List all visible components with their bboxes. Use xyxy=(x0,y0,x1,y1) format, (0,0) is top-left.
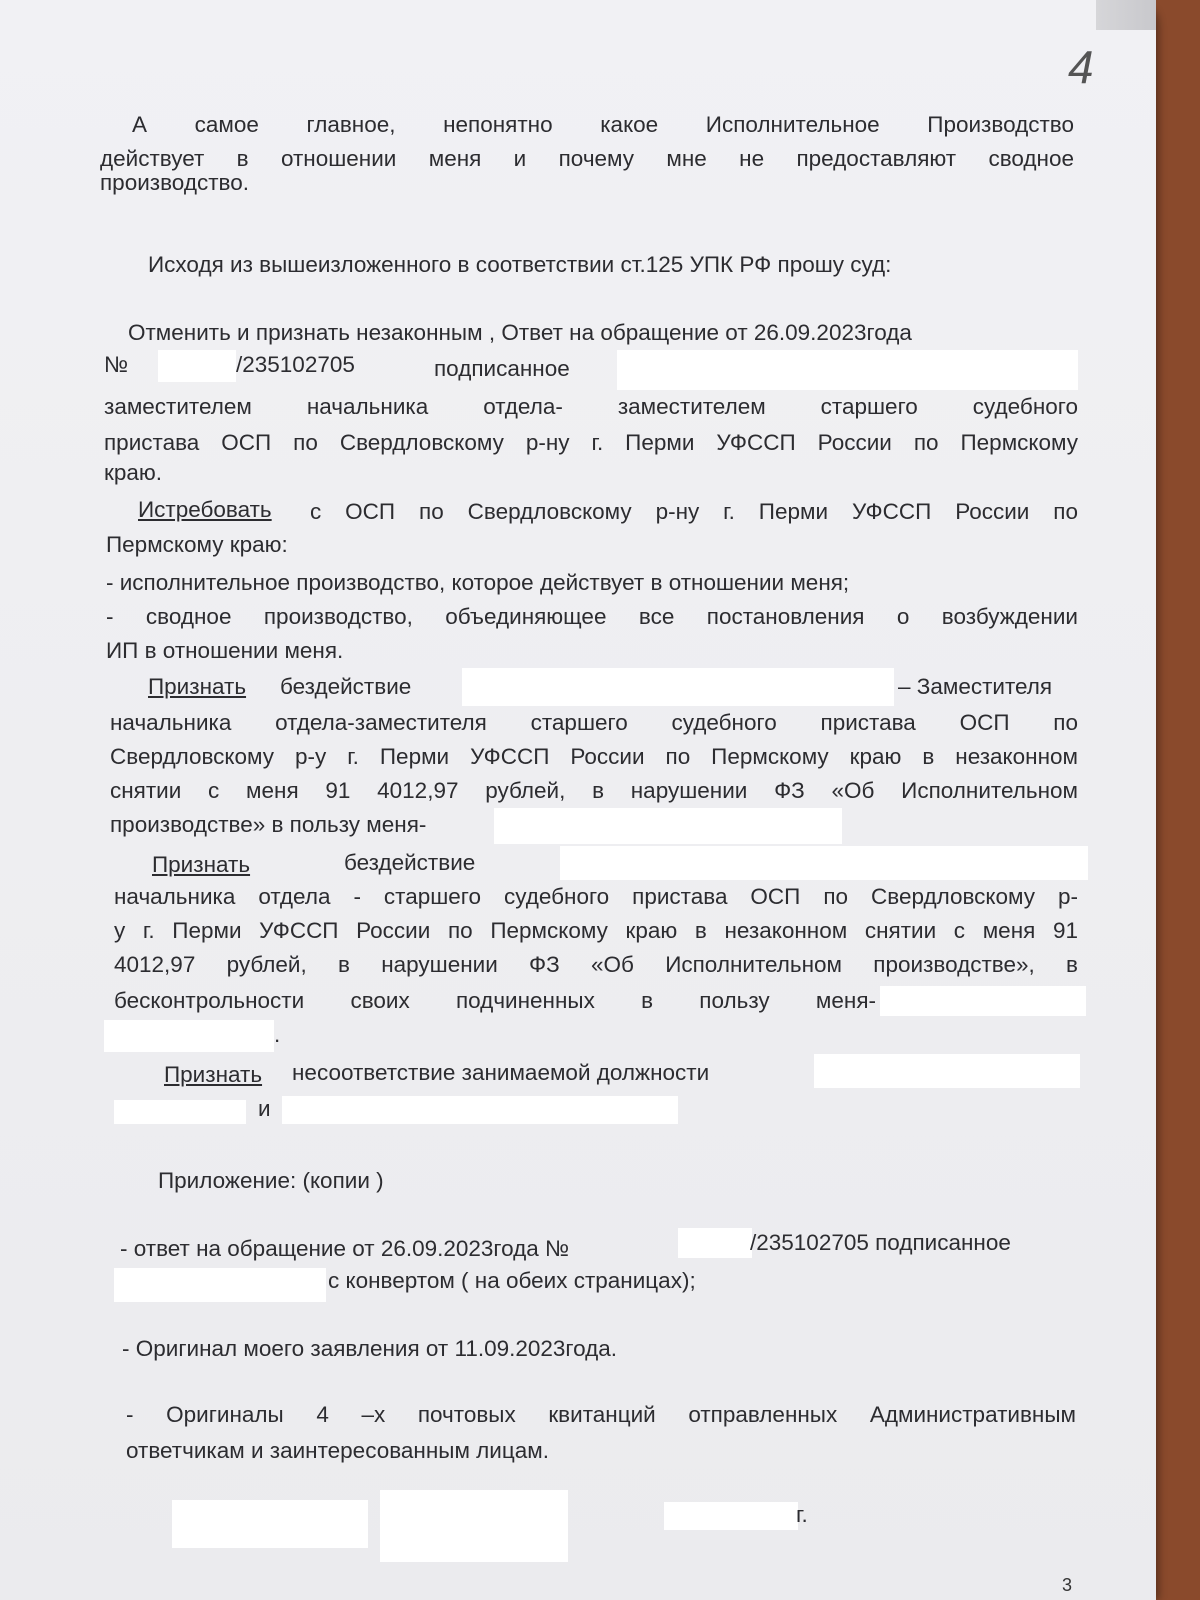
redaction-box xyxy=(617,350,1078,390)
signature-redaction xyxy=(380,1490,568,1562)
redaction-box xyxy=(114,1100,246,1124)
conjunction-and: и xyxy=(258,1096,271,1121)
signed-by-label: подписанное xyxy=(434,356,570,381)
paragraph-6-line-6: . xyxy=(274,1022,281,1047)
attachment-2: - Оригинал моего заявления от 11.09.2023года. xyxy=(122,1336,618,1361)
paragraph-3-line-3: заместителем начальника отдела- заместителем старшего судебного xyxy=(104,394,1078,419)
redaction-box xyxy=(462,668,894,706)
redaction-box xyxy=(104,1020,274,1052)
attachment-1-reference: /235102705 подписанное xyxy=(750,1230,1011,1255)
redaction-box xyxy=(494,808,842,844)
inaction-label: бездействие xyxy=(344,850,476,875)
attachments-title: Приложение: (копии ) xyxy=(158,1168,384,1193)
paragraph-5-line-2: начальника отдела-заместителя старшего судебного пристава ОСП по xyxy=(110,710,1078,735)
list-item-1: - исполнительное производство, которое действует в отношении меня; xyxy=(106,570,850,595)
redaction-box xyxy=(114,1268,326,1302)
paragraph-4-line-1: с ОСП по Свердловскому р-ну г. Перми УФССП России по xyxy=(310,499,1078,524)
paragraph-5-line-5: производстве» в пользу меня- xyxy=(110,812,427,837)
deputy-label: – Заместителя xyxy=(898,674,1053,699)
signature-redaction xyxy=(172,1500,368,1548)
recognize-keyword: Признать xyxy=(164,1062,263,1087)
redaction-box xyxy=(158,350,236,382)
paragraph-1-line-2: действует в отношении меня и почему мне не предоставляют сводное xyxy=(100,146,1074,171)
redaction-box xyxy=(678,1228,752,1258)
reference-number: /235102705 xyxy=(236,352,355,377)
attachment-3-line-2: ответчикам и заинтересованным лицам. xyxy=(126,1438,549,1463)
request-intro: Исходя из вышеизложенного в соответствии ст.125 УПК РФ прошу суд: xyxy=(148,252,892,277)
paragraph-6-line-3: у г. Перми УФССП России по Пермскому краю в незаконном снятии с меня 91 xyxy=(114,918,1078,943)
redaction-box xyxy=(282,1096,678,1124)
recognize-keyword: Признать xyxy=(152,852,251,877)
list-item-2: - сводное производство, объединяющее все постановления о возбуждении xyxy=(106,604,1078,629)
handwritten-page-number: 4 xyxy=(1068,41,1094,93)
paragraph-4-line-2: Пермскому краю: xyxy=(106,532,288,557)
recognize-keyword: Признать xyxy=(148,674,247,699)
paper-corner-shadow xyxy=(1096,0,1156,30)
date-redaction xyxy=(664,1502,798,1530)
paragraph-6-line-4: 4012,97 рублей, в нарушении ФЗ «Об Исполнительном производстве», в xyxy=(114,952,1078,977)
redaction-box xyxy=(880,986,1086,1016)
paragraph-3-line-1: Отменить и признать незаконным , Ответ на обращение от 26.09.2023года xyxy=(128,320,912,345)
paragraph-1-line-3: производство. xyxy=(100,170,249,195)
inaction-label: бездействие xyxy=(280,674,412,699)
page-number: 3 xyxy=(1062,1575,1073,1595)
paragraph-5-line-4: снятии с меня 91 4012,97 рублей, в нарушении ФЗ «Об Исполнительном xyxy=(110,778,1078,803)
redaction-box xyxy=(814,1054,1080,1088)
attachment-1-line-2: с конвертом ( на обеих страницах); xyxy=(328,1268,696,1293)
paragraph-6-line-5: бесконтрольности своих подчиненных в пользу меня- xyxy=(114,988,876,1013)
demand-keyword: Истребовать xyxy=(138,497,272,522)
redaction-box xyxy=(560,846,1088,880)
number-sign: № xyxy=(104,352,129,377)
year-suffix: г. xyxy=(796,1502,808,1527)
paragraph-6-line-2: начальника отдела - старшего судебного пристава ОСП по Свердловскому р- xyxy=(114,884,1078,909)
attachment-3-line-1: - Оригиналы 4 –х почтовых квитанций отправленных Административным xyxy=(126,1402,1076,1427)
paragraph-5-line-3: Свердловскому р-у г. Перми УФССП России по Пермскому краю в незаконном xyxy=(110,744,1078,769)
attachment-1-line-1: - ответ на обращение от 26.09.2023года № xyxy=(120,1236,570,1261)
nonconformity-label: несоответствие занимаемой должности xyxy=(292,1060,710,1085)
paragraph-3-line-4: пристава ОСП по Свердловскому р-ну г. Перми УФССП России по Пермскому xyxy=(104,430,1078,455)
paragraph-1-line-1: А самое главное, непонятно какое Исполнительное Производство xyxy=(132,112,1074,137)
list-item-2-continuation: ИП в отношении меня. xyxy=(106,638,344,663)
paragraph-3-line-5: краю. xyxy=(104,460,162,485)
